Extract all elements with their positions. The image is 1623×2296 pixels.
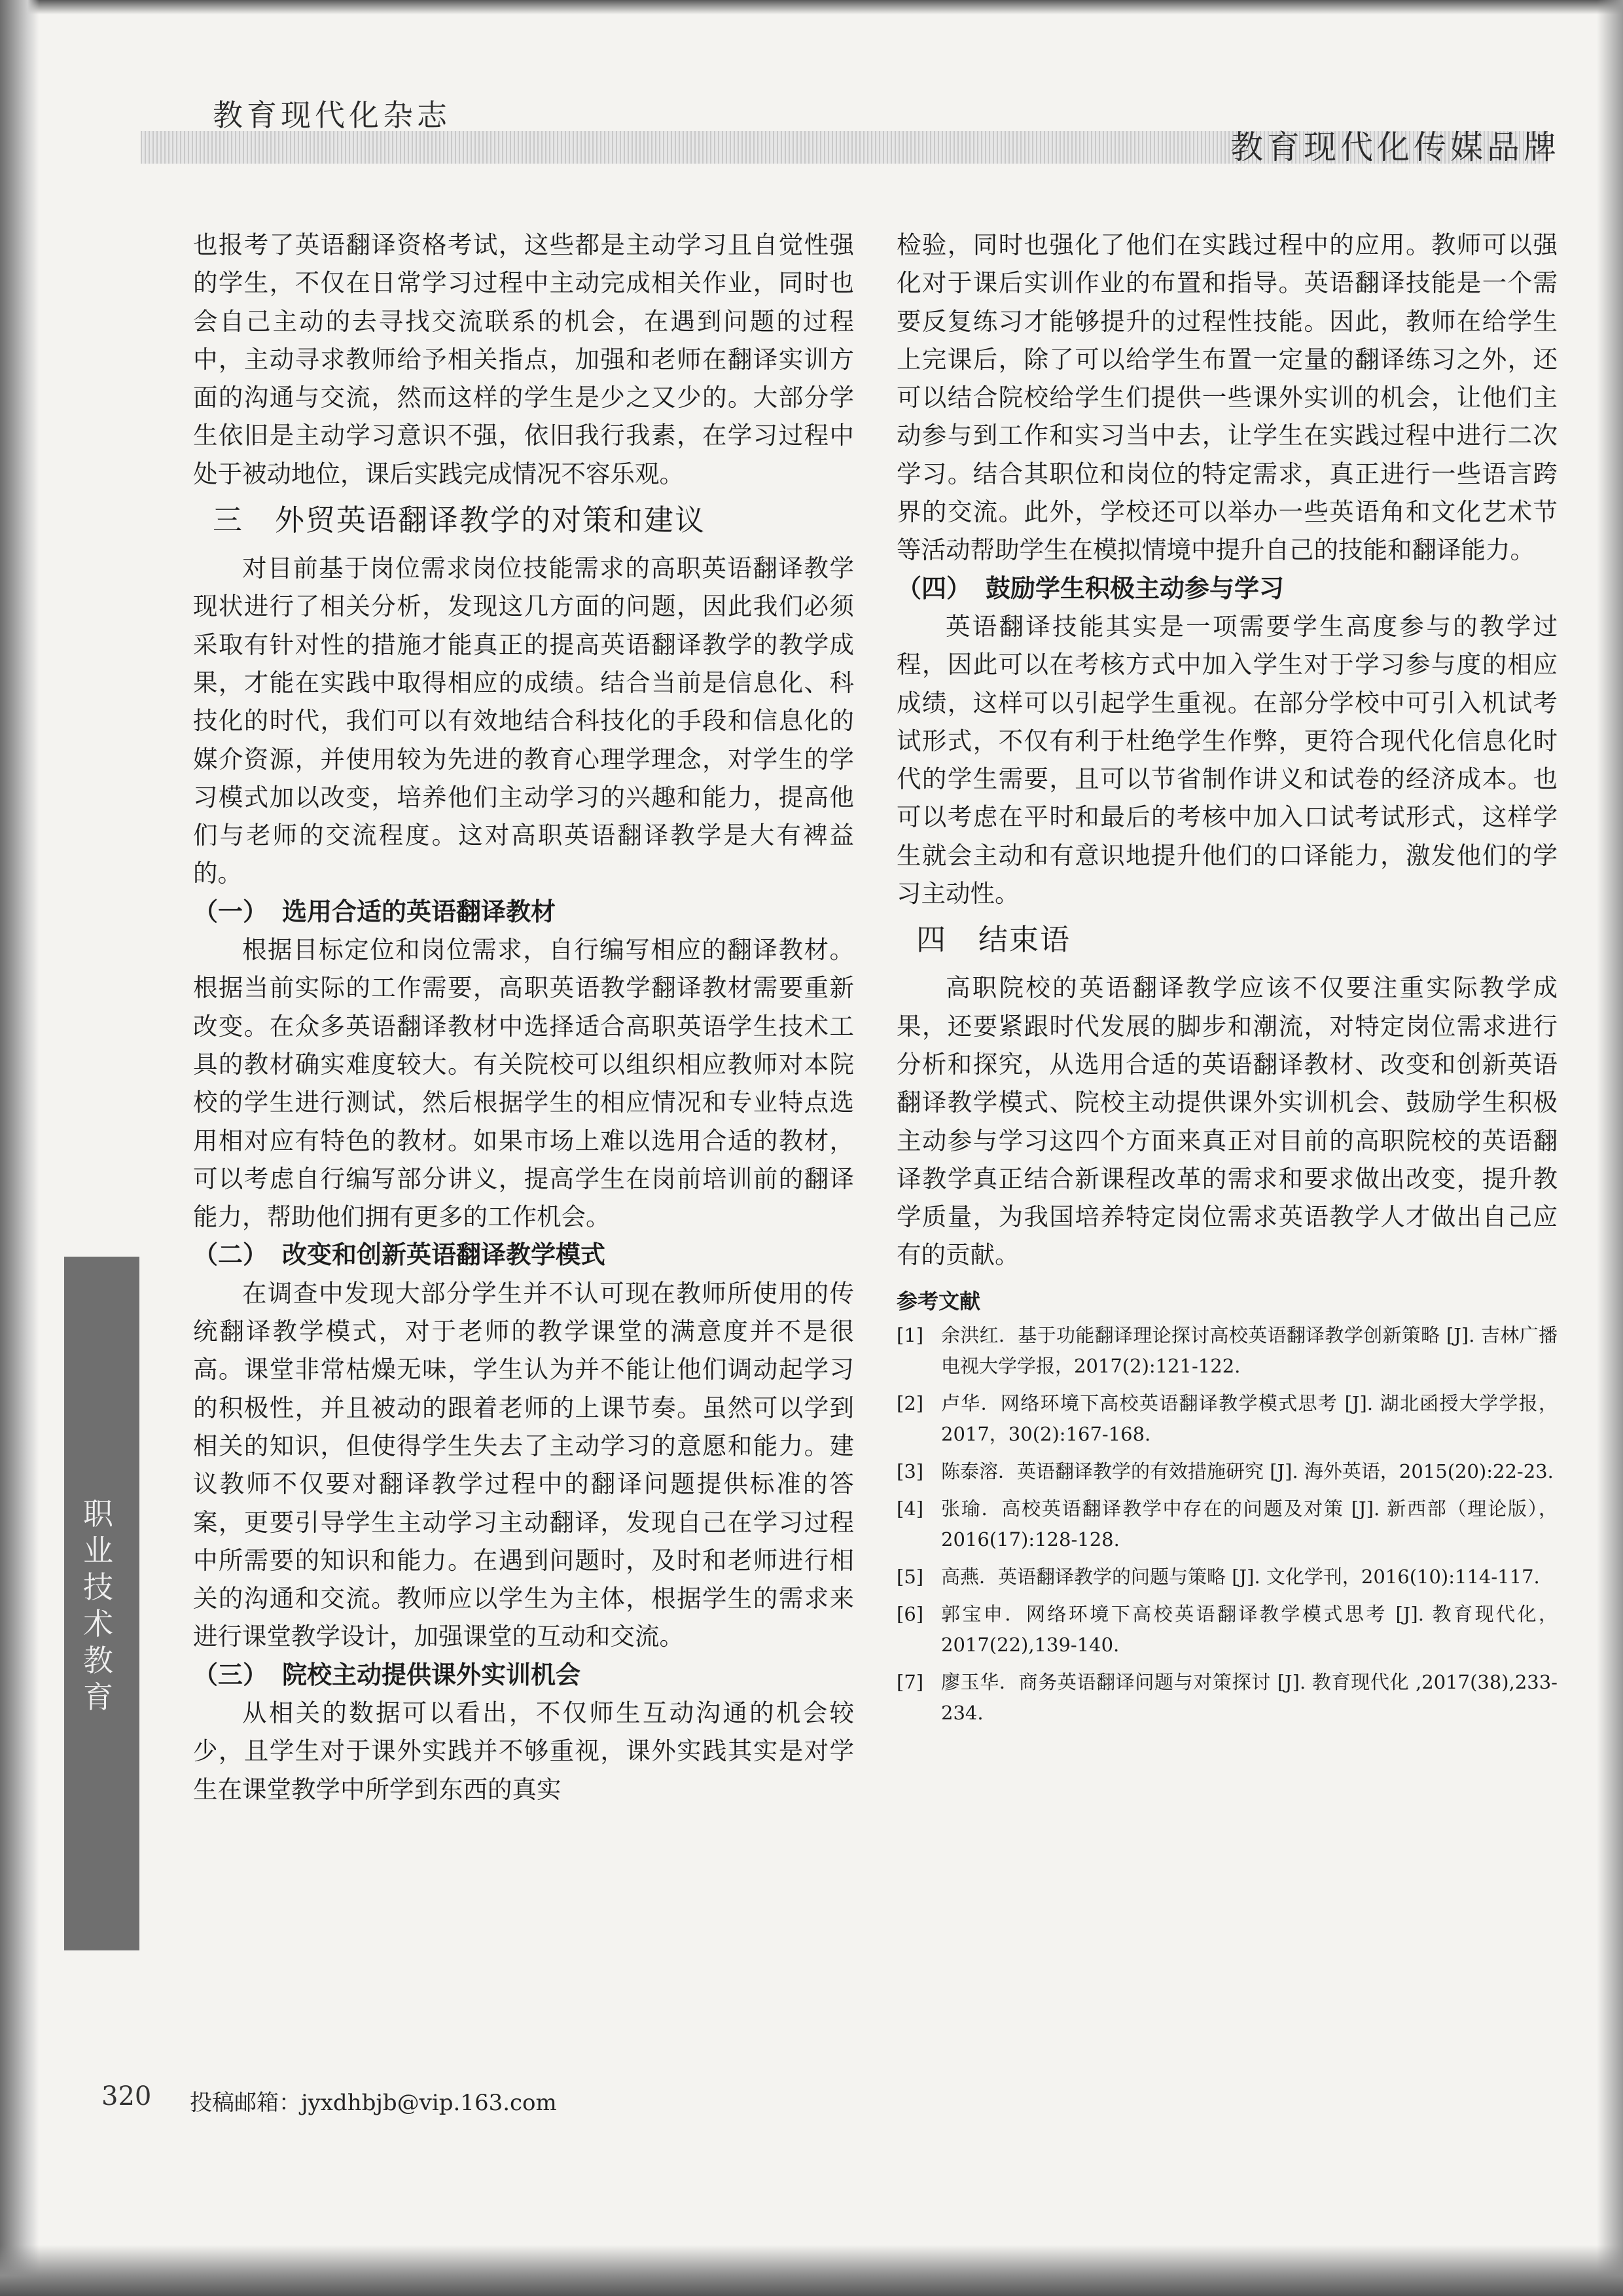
journal-name: 教育现代化杂志	[213, 98, 451, 133]
section-title: 结束语	[978, 922, 1071, 958]
paragraph-continued: 检验，同时也强化了他们在实践过程中的应用。教师可以强化对于课后实训作业的布置和指导。英语翻译技能是一个需要反复练习才能够提升的过程性技能。因此，教师在给学生上完课后，除了可以给学生布置一定量的翻译练习之外，还可以结合院校给学生们提供一些课外实训的机会，让他们主动参与到工作和实习当中去，让学生在实践过程中进行二次学习。结合其职位和岗位的特定需求，真正进行一些语言跨界的交流。此外，学校还可以举办一些英语角和文化艺术节等活动帮助学生在模拟情境中提升自己的技能和翻译能力。	[897, 230, 1558, 565]
reference-item	[897, 1388, 1558, 1450]
reference-number: [1]	[897, 1323, 924, 1346]
reference-text: 卢华．网络环境下高校英语翻译教学模式思考 [J]. 湖北函授大学学报，2017，30(2):167-168.	[941, 1391, 1558, 1445]
paragraph-continued: 也报考了英语翻译资格考试，这些都是主动学习且自觉性强的学生，不仅在日常学习过程中主动完成相关作业，同时也会自己主动的去寻找交流联系的机会，在遇到问题的过程中，主动寻求教师给予相关指点，加强和老师在翻译实训方面的沟通与交流，然而这样的学生是少之又少的。大部分学生依旧是主动学习意识不强，依旧我行我素，在学习过程中处于被动地位，课后实践完成情况不容乐观。	[193, 230, 854, 488]
subsection-heading-2	[193, 1236, 854, 1274]
reference-item	[897, 1320, 1558, 1382]
left-column	[193, 226, 854, 1808]
scan-edge-right	[1597, 0, 1623, 2296]
reference-item	[897, 1456, 1558, 1487]
references-heading: 参考文献	[897, 1288, 981, 1314]
section-number: 三	[213, 503, 244, 538]
reference-item	[897, 1494, 1558, 1555]
section-heading-4	[897, 920, 1558, 960]
reference-item	[897, 1562, 1558, 1592]
subsection-label: （四）	[897, 573, 972, 603]
subsection-heading-4	[897, 569, 1558, 607]
reference-number: [7]	[897, 1670, 924, 1693]
section-title: 外贸英语翻译教学的对策和建议	[275, 503, 706, 538]
paragraph: 对目前基于岗位需求岗位技能需求的高职英语翻译教学现状进行了相关分析，发现这几方面的问题，因此我们必须采取有针对性的措施才能真正的提高英语翻译教学的教学成果，才能在实践中取得相应的成绩。结合当前是信息化、科技化的时代，我们可以有效地结合科技化的手段和信息化的媒介资源，并使用较为先进的教育心理学理念，对学生的学习模式加以改变，培养他们主动学习的兴趣和能力，提高他们与老师的交流程度。这对高职英语翻译教学是大有裨益的。	[193, 554, 854, 888]
reference-number: [5]	[897, 1565, 924, 1588]
subsection-title: 院校主动提供课外实训机会	[282, 1660, 581, 1689]
paragraph: 从相关的数据可以看出，不仅师生互动沟通的机会较少，且学生对于课外实践并不够重视，课外实践其实是对学生在课堂教学中所学到东西的真实	[193, 1698, 854, 1804]
reference-item	[897, 1667, 1558, 1729]
reference-number: [6]	[897, 1602, 924, 1625]
subsection-heading-3	[193, 1656, 854, 1694]
reference-number: [3]	[897, 1460, 924, 1482]
subsection-label: （三）	[193, 1660, 268, 1689]
scan-edge-bottom	[0, 2245, 1623, 2296]
reference-text: 廖玉华．商务英语翻译问题与对策探讨 [J]. 教育现代化 ,2017(38),233-234.	[941, 1670, 1558, 1724]
brand-slogan: 教育现代化传媒品牌	[1230, 128, 1560, 166]
section-heading-3	[193, 501, 854, 540]
page-number: 320	[101, 2081, 152, 2111]
paragraph: 在调查中发现大部分学生并不认可现在教师所使用的传统翻译教学模式，对于老师的教学课堂的满意度并不是很高。课堂非常枯燥无味，学生认为并不能让他们调动起学习的积极性，并且被动的跟着老师的上课节奏。虽然可以学到相关的知识，但使得学生失去了主动学习的意愿和能力。建议教师不仅要对翻译教学过程中的翻译问题提供标准的答案，更要引导学生主动学习主动翻译，发现自己在学习过程中所需要的知识和能力。在遇到问题时，及时和老师进行相关的沟通和交流。教师应以学生为主体，根据学生的需求来进行课堂教学设计，加强课堂的互动和交流。	[193, 1278, 854, 1651]
submission-email: 投稿邮箱：jyxdhbjb@vip.163.com	[190, 2090, 557, 2116]
paragraph: 根据目标定位和岗位需求，自行编写相应的翻译教材。根据当前实际的工作需要，高职英语教学翻译教材需要重新改变。在众多英语翻译教材中选择适合高职英语学生技术工具的教材确实难度较大。有关院校可以组织相应教师对本院校的学生进行测试，然后根据学生的相应情况和专业特点选用相对应有特色的教材。如果市场上难以选用合适的教材，可以考虑自行编写部分讲义，提高学生在岗前培训前的翻译能力，帮助他们拥有更多的工作机会。	[193, 935, 854, 1232]
reference-text: 高燕．英语翻译教学的问题与策略 [J]. 文化学刊，2016(10):114-117.	[941, 1565, 1540, 1588]
reference-text: 郭宝申．网络环境下高校英语翻译教学模式思考 [J]. 教育现代化，2017(22),139-140.	[941, 1602, 1558, 1656]
reference-number: [2]	[897, 1391, 924, 1414]
paragraph: 高职院校的英语翻译教学应该不仅要注重实际教学成果，还要紧跟时代发展的脚步和潮流，对特定岗位需求进行分析和探究，从选用合适的英语翻译教材、改变和创新英语翻译教学模式、院校主动提供课外实训机会、鼓励学生积极主动参与学习这四个方面来真正对目前的高职院校的英语翻译教学真正结合新课程改革的需求和要求做出改变，提升教学质量，为我国培养特定岗位需求英语教学人才做出自己应有的贡献。	[897, 973, 1558, 1270]
subsection-title: 改变和创新英语翻译教学模式	[282, 1240, 606, 1270]
subsection-label: （二）	[193, 1240, 268, 1270]
subsection-heading-1	[193, 893, 854, 931]
section-number: 四	[916, 922, 948, 958]
reference-item	[897, 1599, 1558, 1660]
references-list	[897, 1320, 1558, 1729]
reference-text: 张瑜．高校英语翻译教学中存在的问题及对策 [J]. 新西部（理论版），2016(17):128-128.	[941, 1497, 1558, 1551]
reference-text: 陈泰溶．英语翻译教学的有效措施研究 [J]. 海外英语，2015(20):22-23.	[941, 1460, 1554, 1482]
side-tab-label: 职业技术教育	[83, 1496, 113, 1715]
reference-number: [4]	[897, 1497, 924, 1520]
subsection-label: （一）	[193, 897, 268, 926]
subsection-title: 鼓励学生积极主动参与学习	[986, 573, 1285, 603]
right-column	[897, 226, 1558, 1735]
reference-text: 余洪红．基于功能翻译理论探讨高校英语翻译教学创新策略 [J]. 吉林广播电视大学学报，2017(2):121-122.	[941, 1323, 1558, 1377]
paragraph: 英语翻译技能其实是一项需要学生高度参与的教学过程，因此可以在考核方式中加入学生对于学习参与度的相应成绩，这样可以引起学生重视。在部分学校中可引入机试考试形式，不仅有利于杜绝学生作弊，更符合现代化信息化时代的学生需要，且可以节省制作讲义和试卷的经济成本。也可以考虑在平时和最后的考核中加入口试考试形式，这样学生就会主动和有意识地提升他们的口译能力，激发他们的学习主动性。	[897, 611, 1558, 908]
scan-edge-top	[0, 0, 1623, 14]
scan-edge-left	[0, 0, 39, 2296]
subsection-title: 选用合适的英语翻译教材	[282, 897, 556, 926]
